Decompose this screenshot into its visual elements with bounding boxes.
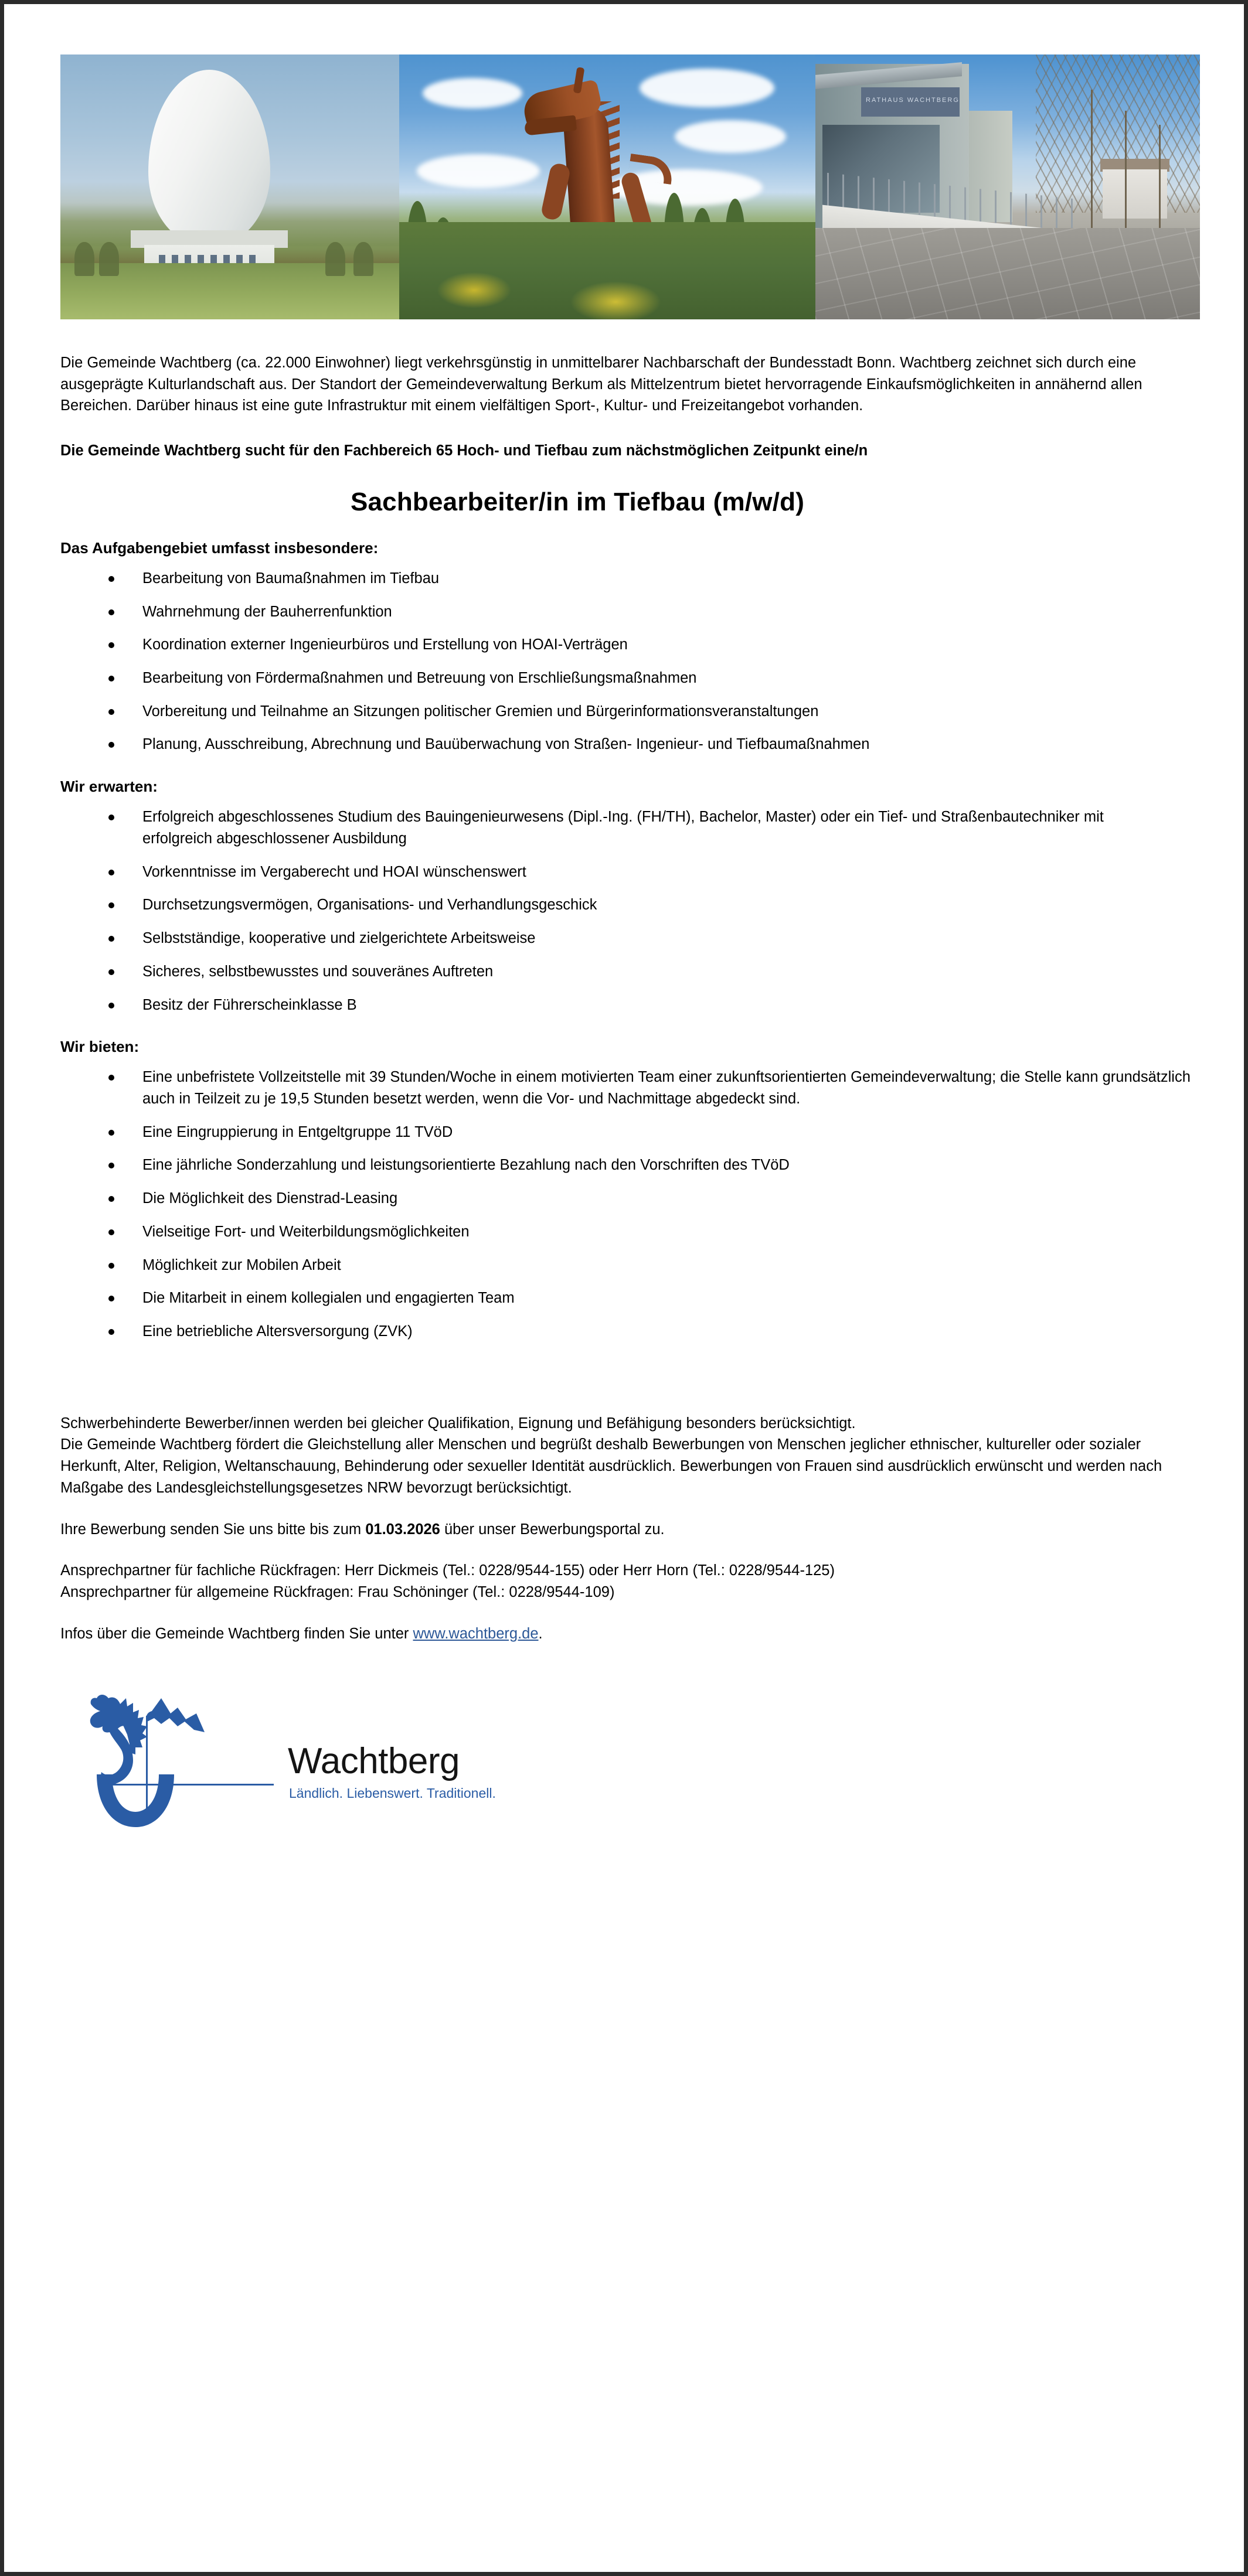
list-item: Wahrnehmung der Bauherrenfunktion — [60, 601, 1186, 623]
bush-decoration — [325, 242, 345, 276]
list-item: Eine jährliche Sonderzahlung und leistungsorientierte Bezahlung nach den Vorschriften des TVöD — [60, 1154, 1215, 1176]
pavement-decoration — [815, 228, 1200, 319]
cloud-decoration — [417, 154, 540, 188]
list-item: Erfolgreich abgeschlossenes Studium des Bauingenieurwesens (Dipl.-Ing. (FH/TH), Bachelor, Master) oder ein Tief- und Straßenbautechniker mit erfolgreich abgeschlossener Ausbildung — [60, 806, 1116, 849]
page-content — [60, 54, 1200, 1847]
header-photo-strip — [60, 54, 1200, 319]
radome-dome-shape — [148, 70, 270, 246]
application-deadline-line — [60, 1519, 1174, 1541]
list-item: Koordination externer Ingenieurbüros und Erstellung von HOAI-Verträgen — [60, 634, 1186, 656]
list-item: Eine unbefristete Vollzeitstelle mit 39 Stunden/Woche in einem motivierten Team einer zukunftsorientierten Gemeindeverwaltung; die Stelle kann grundsätzlich auch in Teilzeit zu je 19,5 Stunden besetzt werden, wenn die Vor- und Nachmittage abgedeckt sind. — [60, 1066, 1198, 1109]
list-item: Besitz der Führerscheinklasse B — [60, 994, 1186, 1016]
lead-paragraph: Die Gemeinde Wachtberg sucht für den Fachbereich 65 Hoch- und Tiefbau zum nächstmöglichen Zeitpunkt eine/n — [60, 442, 868, 459]
dragon-arm-shape — [540, 162, 571, 222]
list-item: Eine Eingruppierung in Entgeltgruppe 11 TVöD — [60, 1122, 1186, 1143]
list-item: Bearbeitung von Fördermaßnahmen und Betreuung von Erschließungsmaßnahmen — [60, 667, 1186, 689]
cloud-decoration — [640, 69, 774, 107]
website-link[interactable]: www.wachtberg.de — [413, 1625, 539, 1642]
bush-decoration — [99, 242, 119, 276]
info-suffix: . — [538, 1625, 543, 1642]
bush-decoration — [74, 242, 94, 276]
intro-paragraph: Die Gemeinde Wachtberg (ca. 22.000 Einwohner) liegt verkehrsgünstig in unmittelbarer Nachbarschaft der Bundesstadt Bonn. Wachtberg zeichnet sich durch eine ausgeprägte Kulturlandschaft aus. Der Standort der Gemeindeverwaltung Berkum als Mittelzentrum bietet hervorragende Einkaufsmöglichkeiten in annähernd allen Bereichen. Darüber hinaus ist eine gute Infrastruktur mit einem vielfältigen Sport-, Kultur- und Freizeitangebot vorhanden. — [60, 355, 1142, 414]
shrubs-decoration — [399, 222, 815, 319]
list-item: Durchsetzungsvermögen, Organisations- und Verhandlungsgeschick — [60, 894, 1186, 916]
cloud-decoration — [423, 78, 522, 108]
disability-notice: Schwerbehinderte Bewerber/innen werden bei gleicher Qualifikation, Eignung und Befähigung besonders berücksichtigt. — [60, 1415, 856, 1432]
list-item: Planung, Ausschreibung, Abrechnung und Bauüberwachung von Straßen- Ingenieur- und Tiefbaumaßnahmen — [60, 734, 1057, 755]
logo-wordmark: Wachtberg — [288, 1741, 460, 1782]
application-deadline-date: 01.03.2026 — [365, 1521, 440, 1538]
info-line — [60, 1623, 1174, 1645]
offers-list — [60, 1066, 1200, 1342]
list-item: Bearbeitung von Baumaßnahmen im Tiefbau — [60, 568, 1186, 590]
contact-general: Ansprechpartner für allgemeine Rückfragen: Frau Schöninger (Tel.: 0228/9544-109) — [60, 1584, 615, 1600]
rathaus-sign-text: RATHAUS WACHTBERG — [866, 97, 960, 104]
bush-decoration — [353, 242, 373, 276]
section-heading: Wir bieten: — [60, 1038, 140, 1056]
info-prefix: Infos über die Gemeinde Wachtberg finden Sie unter — [60, 1625, 413, 1642]
wachtberg-emblem-icon — [81, 1683, 281, 1842]
contact-technical: Ansprechpartner für fachliche Rückfragen: Herr Dickmeis (Tel.: 0228/9544-155) oder Herr Horn (Tel.: 0228/9544-125) — [60, 1562, 835, 1579]
list-item: Vorkenntnisse im Vergaberecht und HOAI wünschenswert — [60, 861, 1186, 883]
list-item: Selbstständige, kooperative und zielgerichtete Arbeitsweise — [60, 928, 1186, 949]
section-heading: Das Aufgabengebiet umfasst insbesondere: — [60, 539, 379, 557]
logo-tagline: Ländlich. Liebenswert. Traditionell. — [289, 1786, 496, 1801]
far-house-shape — [1103, 169, 1167, 219]
tasks-list — [60, 568, 1200, 755]
wachtberg-logo — [81, 1683, 496, 1847]
section-wir-bieten — [60, 1038, 1200, 1342]
dragon-photo — [399, 54, 815, 319]
job-title: Sachbearbeiter/in im Tiefbau (m/w/d) — [350, 487, 805, 516]
requirements-list — [60, 806, 1200, 1016]
closing-block — [60, 1413, 1174, 1645]
section-wir-erwarten — [60, 778, 1200, 1016]
list-item: Eine betriebliche Altersversorgung (ZVK) — [60, 1321, 1186, 1342]
section-aufgabengebiet — [60, 539, 1200, 755]
list-item: Sicheres, selbstbewusstes und souveränes Auftreten — [60, 961, 1186, 983]
list-item: Vorbereitung und Teilnahme an Sitzungen politischer Gremien und Bürgerinformationsveranstaltungen — [60, 701, 951, 723]
rathaus-photo — [815, 54, 1200, 319]
section-heading: Wir erwarten: — [60, 778, 158, 796]
list-item: Die Möglichkeit des Dienstrad-Leasing — [60, 1188, 1186, 1209]
equality-notice: Die Gemeinde Wachtberg fördert die Gleichstellung aller Menschen und begrüßt deshalb Bewerbungen von Menschen jeglicher ethnischer, kultureller oder sozialer Herkunft, Alter, Religion, Weltanschauung, Behinderung oder sexueller Identität ausdrücklich. Bewerbungen von Frauen sind ausdrücklich erwünscht und werden nach Maßgabe des Landesgleichstellungsgesetzes NRW bevorzugt berücksichtigt. — [60, 1436, 1162, 1496]
application-suffix: über unser Bewerbungsportal zu. — [440, 1521, 665, 1538]
list-item: Die Mitarbeit in einem kollegialen und engagierten Team — [60, 1287, 1186, 1309]
list-item: Möglichkeit zur Mobilen Arbeit — [60, 1255, 1186, 1276]
radome-photo — [60, 54, 399, 319]
application-prefix: Ihre Bewerbung senden Sie uns bitte bis zum — [60, 1521, 366, 1538]
cloud-decoration — [675, 120, 786, 153]
list-item: Vielseitige Fort- und Weiterbildungsmöglichkeiten — [60, 1221, 1186, 1243]
